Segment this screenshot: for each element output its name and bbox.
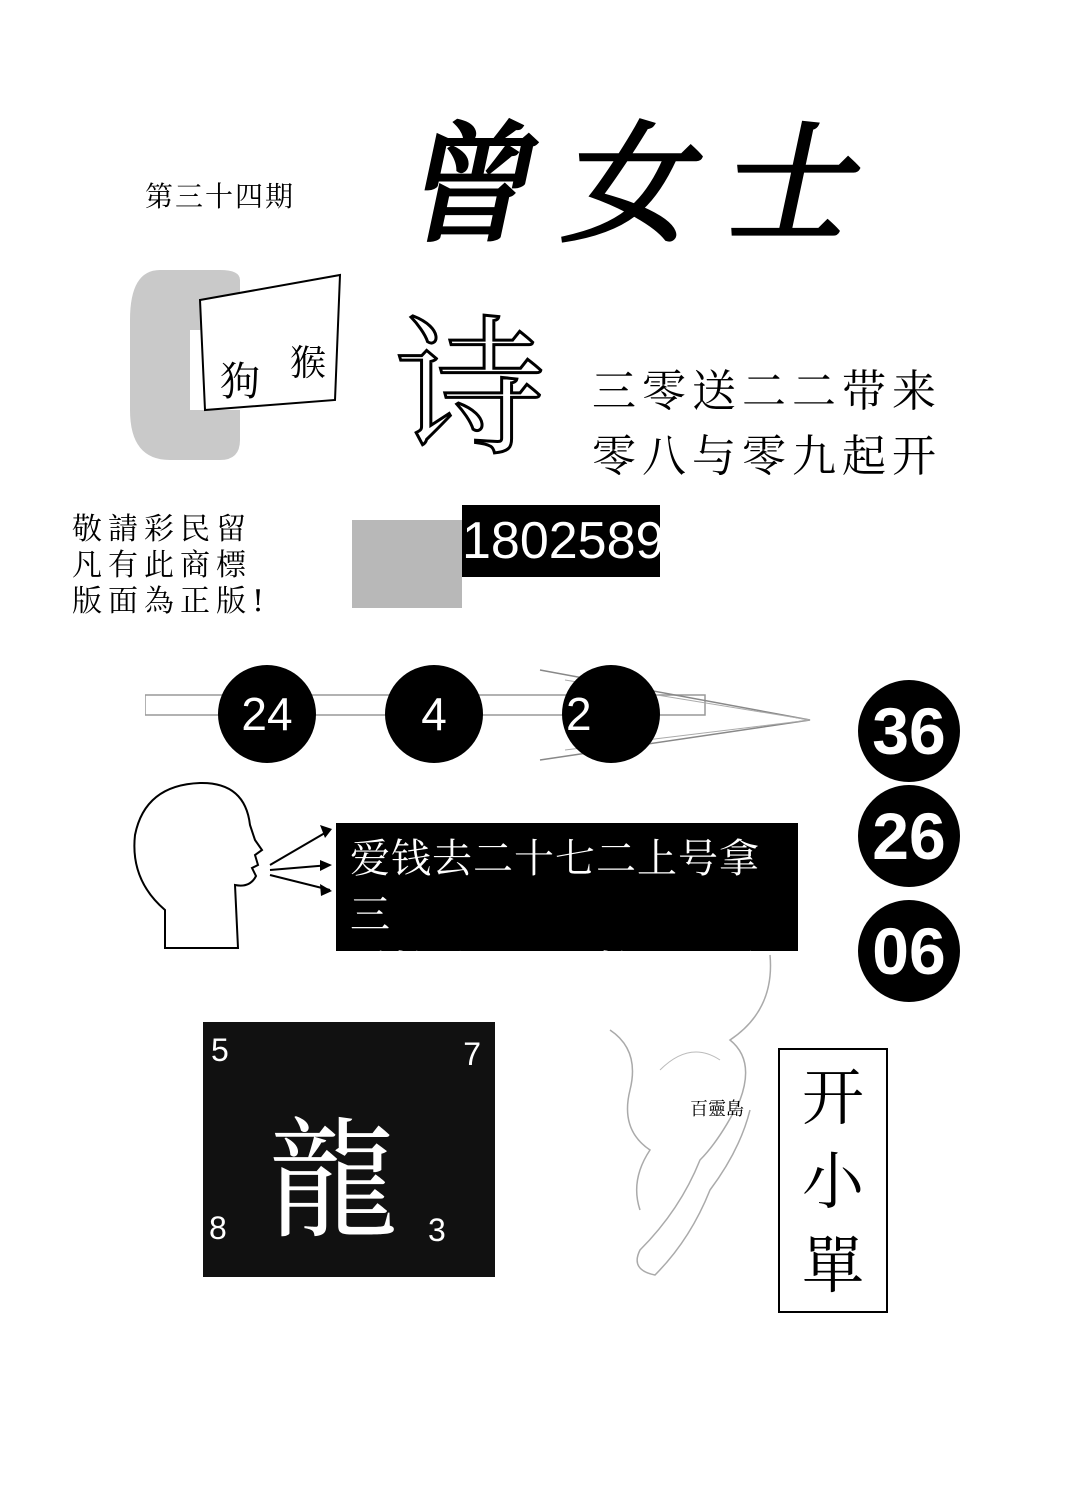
- phone-number: 1802589: [462, 505, 660, 577]
- dragon-number-bottom-right: 3: [428, 1212, 446, 1248]
- pick-ball-1: 36: [858, 680, 960, 782]
- island-label: 百靈島: [690, 1099, 744, 1120]
- notice-line-3: 版面為正版!: [72, 584, 271, 619]
- sequence-ball-2: 4: [385, 665, 483, 763]
- notice-line-2: 凡有此商標: [72, 548, 252, 583]
- zodiac-dog: 狗: [220, 359, 260, 405]
- pick-ball-3: 06: [858, 900, 960, 1002]
- poem-glyph: 诗: [395, 303, 546, 477]
- sequence-ball-1: 24: [218, 665, 316, 763]
- dragon-glyph: 龍: [268, 1105, 399, 1257]
- tip-box: [778, 1048, 888, 1313]
- notice-line-1: 敬請彩民留: [72, 512, 252, 547]
- tip-char-3: 單: [801, 1229, 864, 1302]
- issue-label: 第三十四期: [145, 180, 296, 213]
- zodiac-monkey: 猴: [290, 343, 327, 384]
- dragon-number-top-right: 7: [463, 1036, 481, 1072]
- sequence-ball-3: 2: [562, 665, 660, 763]
- riddle-line-2: 后楼跳到二五楼买四零: [350, 948, 760, 994]
- poem-line-1: 三零送二二带来: [592, 366, 942, 417]
- riddle-line-1: 爱钱去二十七二上号拿三: [350, 836, 760, 938]
- riddle-panel: [336, 823, 798, 994]
- tip-char-1: 开: [801, 1061, 864, 1134]
- dragon-number-top-left: 5: [211, 1032, 229, 1068]
- poem-line-2: 零八与零九起开: [592, 431, 942, 482]
- dragon-number-bottom-left: 8: [209, 1210, 227, 1246]
- tip-char-2: 小: [801, 1145, 864, 1218]
- pick-ball-2: 26: [858, 785, 960, 887]
- dragon-panel: [203, 1022, 495, 1277]
- speaking-head-icon: [130, 780, 340, 950]
- page-title: 曾女士: [393, 108, 907, 261]
- trademark-logo: [352, 520, 462, 608]
